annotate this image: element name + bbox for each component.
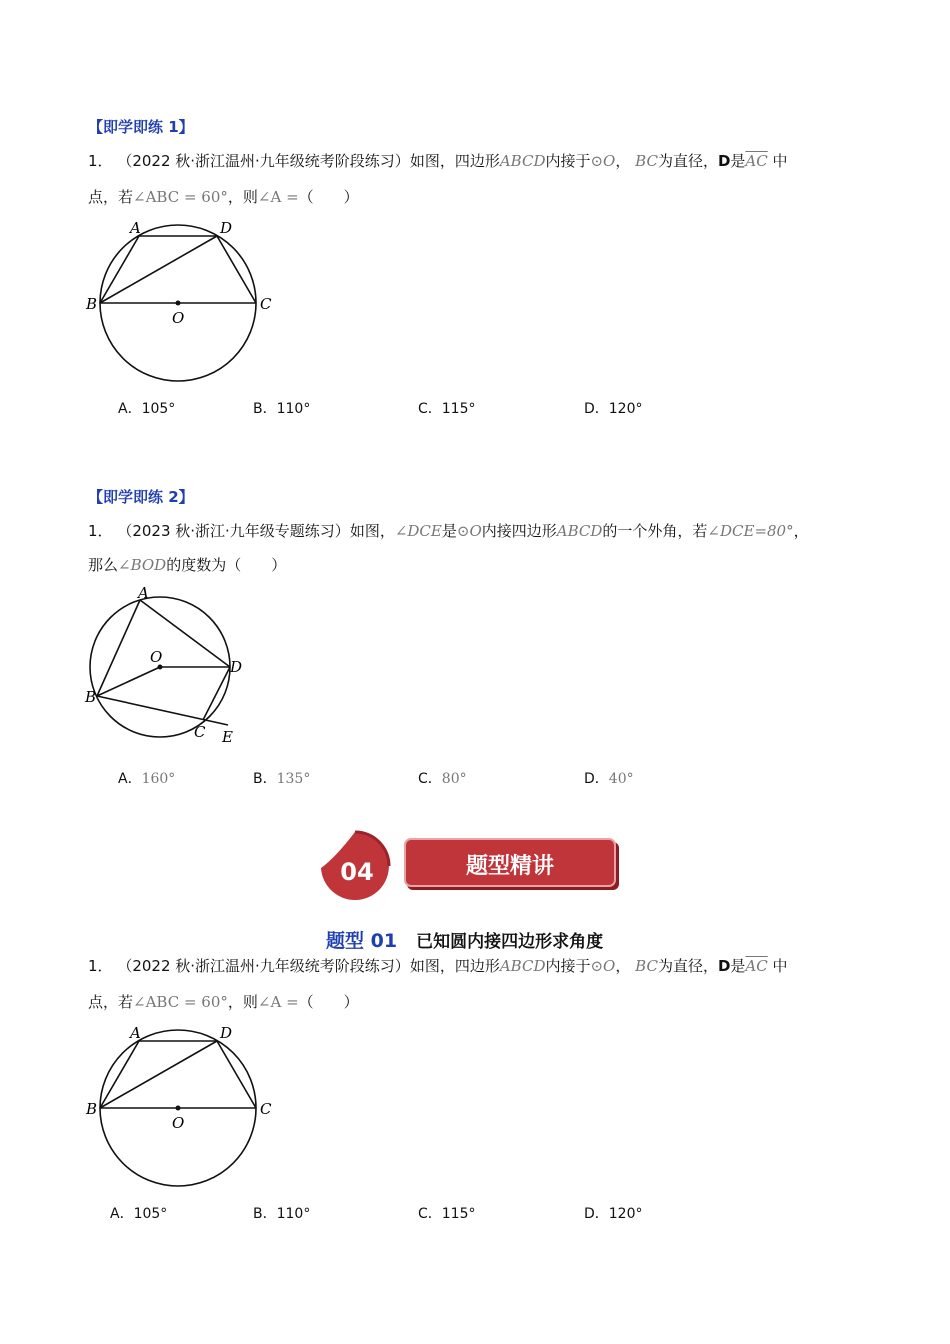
question-source: （2022 秋·浙江温州·九年级统考阶段练习） — [117, 957, 410, 975]
option-letter: A． — [118, 771, 142, 787]
question-2-line-1 — [88, 520, 809, 542]
option-value: 160° — [141, 771, 176, 787]
side-dc — [217, 236, 256, 303]
math-angle-a: ∠A = — [257, 188, 299, 206]
math-circle-o: ⊙O — [590, 957, 616, 975]
figure-1 — [80, 215, 280, 390]
option-value: 40° — [608, 771, 634, 787]
math-circle-o: ⊙O — [456, 522, 482, 540]
question-text: 那么 — [88, 556, 119, 574]
option-b[interactable] — [253, 768, 310, 788]
answer-blank: （ ） — [298, 188, 359, 206]
question-text: 中 — [772, 152, 788, 170]
answer-blank: （ ） — [298, 993, 359, 1011]
math-abcd: ABCD — [499, 152, 546, 170]
label-o: O — [172, 309, 185, 327]
question-text: ，则 — [227, 188, 258, 206]
option-c[interactable]: C．115° — [418, 1206, 476, 1222]
center-dot — [176, 1106, 181, 1111]
label-o: O — [150, 648, 163, 666]
question-text: 为直径， — [657, 957, 718, 975]
math-bc: BC — [635, 152, 658, 170]
option-letter: C． — [418, 771, 442, 787]
question-text: 的度数为（ ） — [166, 556, 287, 574]
banner-number: 04 — [340, 858, 374, 886]
option-letter: B． — [253, 771, 277, 787]
point-d: D — [717, 152, 731, 170]
option-d[interactable]: D．120° — [584, 1206, 643, 1222]
question-2-line-2 — [88, 554, 286, 576]
side-ab — [100, 236, 139, 303]
side-ab — [97, 600, 140, 696]
option-b[interactable]: B．110° — [253, 1206, 311, 1222]
question-text: 内接四边形 — [481, 522, 557, 540]
math-angle-dce-80: ∠DCE=80° — [707, 522, 794, 540]
option-d[interactable]: D．120° — [584, 401, 643, 417]
math-angle-abc: ∠ABC = 60° — [133, 993, 228, 1011]
question-text: 中 — [772, 957, 788, 975]
option-d[interactable] — [584, 768, 634, 788]
label-c: C — [194, 723, 206, 741]
option-c[interactable]: C．115° — [418, 401, 476, 417]
label-a: A — [130, 1024, 141, 1042]
option-a[interactable]: A．105° — [118, 401, 176, 417]
math-abcd: ABCD — [499, 957, 546, 975]
label-a: A — [130, 219, 141, 237]
math-arc-ac: $\overline{AC}$ — [745, 152, 768, 170]
label-d: D — [230, 658, 243, 676]
side-ab — [100, 1041, 139, 1108]
question-text: 内接于 — [545, 152, 591, 170]
question-text: 是 — [441, 522, 457, 540]
question-text: 如图，四边形 — [409, 957, 500, 975]
option-a[interactable]: A．105° — [110, 1206, 168, 1222]
section-title: 题型 01 — [326, 930, 398, 952]
diagonal-bd — [100, 236, 217, 303]
question-number: 1． — [88, 957, 113, 975]
math-circle-o: ⊙O — [590, 152, 616, 170]
question-source: （2022 秋·浙江温州·九年级统考阶段练习） — [117, 152, 410, 170]
question-text: 如图， — [349, 522, 395, 540]
label-d: D — [220, 1024, 233, 1042]
option-value: 135° — [276, 771, 311, 787]
label-a: A — [138, 584, 149, 602]
question-number: 1． — [88, 522, 113, 540]
side-dc — [203, 667, 230, 720]
question-text: 点，若 — [88, 188, 134, 206]
option-a[interactable] — [118, 768, 175, 788]
figure-3 — [80, 1020, 280, 1195]
practice-tag-1: 【即学即练 1】 — [88, 118, 194, 136]
question-text: 的一个外角，若 — [602, 522, 708, 540]
point-d: D — [717, 957, 731, 975]
side-dc — [217, 1041, 256, 1108]
math-arc-ac: $\overline{AC}$ — [745, 957, 768, 975]
math-angle-a: ∠A = — [257, 993, 299, 1011]
question-number: 1． — [88, 152, 113, 170]
question-text: ， — [615, 152, 631, 170]
question-text: ， — [615, 957, 631, 975]
math-angle-dce: ∠DCE — [394, 522, 442, 540]
question-text: 点，若 — [88, 993, 134, 1011]
practice-tag-2: 【即学即练 2】 — [88, 488, 194, 506]
question-text: 内接于 — [545, 957, 591, 975]
label-d: D — [220, 219, 233, 237]
section-subtitle: 已知圆内接四边形求角度 — [416, 932, 604, 952]
label-b: B — [86, 295, 98, 313]
math-bc: BC — [635, 957, 658, 975]
math-abcd: ABCD — [556, 522, 603, 540]
label-b: B — [85, 688, 97, 706]
label-c: C — [260, 1100, 272, 1118]
section-heading — [326, 926, 603, 953]
question-text: 如图，四边形 — [409, 152, 500, 170]
question-3-line-2 — [88, 991, 359, 1013]
center-dot — [176, 301, 181, 306]
option-letter: D． — [584, 771, 609, 787]
label-b: B — [86, 1100, 98, 1118]
question-source: （2023 秋·浙江·九年级专题练习） — [117, 522, 350, 540]
math-angle-abc: ∠ABC = 60° — [133, 188, 228, 206]
option-c[interactable] — [418, 768, 467, 788]
diagonal-bd — [100, 1041, 217, 1108]
question-3-line-1 — [88, 955, 788, 977]
banner-label: 题型精讲 — [465, 854, 555, 879]
section-banner — [315, 828, 625, 900]
question-text: ，则 — [227, 993, 258, 1011]
question-text: 为直径， — [657, 152, 718, 170]
option-value: 80° — [441, 771, 467, 787]
question-text: ， — [793, 522, 809, 540]
question-1-line-2 — [88, 186, 359, 208]
figure-2 — [80, 582, 260, 750]
radius-ob — [97, 667, 160, 696]
label-o: O — [172, 1114, 185, 1132]
option-b[interactable]: B．110° — [253, 401, 311, 417]
question-text: 是 — [730, 957, 746, 975]
question-text: 是 — [730, 152, 746, 170]
question-1-line-1 — [88, 150, 788, 172]
label-c: C — [260, 295, 272, 313]
label-e: E — [222, 728, 233, 746]
math-angle-bod: ∠BOD — [118, 556, 167, 574]
